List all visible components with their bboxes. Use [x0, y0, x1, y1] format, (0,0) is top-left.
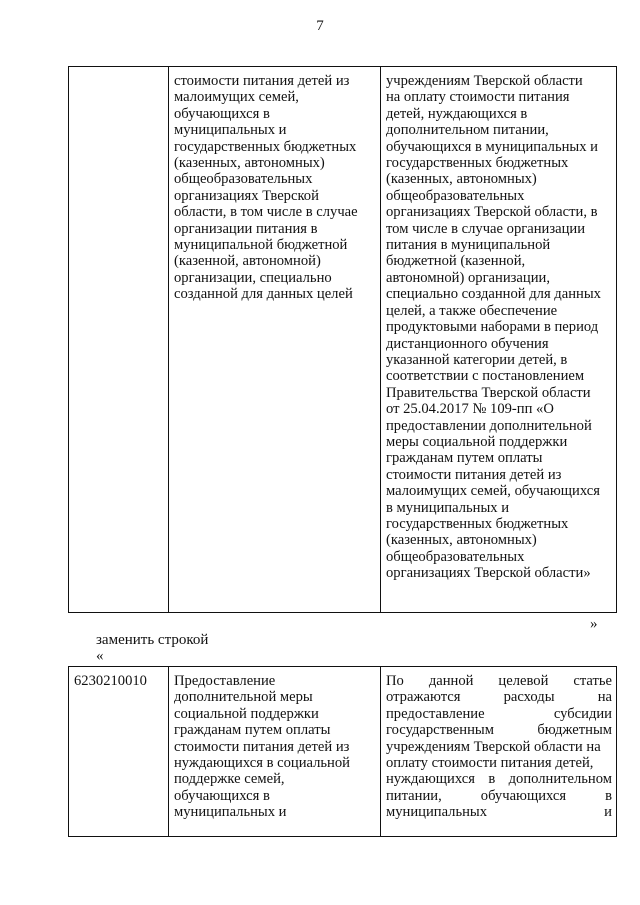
text-line: (казенных, автономных)	[386, 532, 537, 549]
text-line: меры социальной поддержки	[386, 433, 568, 450]
text-line: созданной для данных целей	[174, 286, 353, 303]
text-line: обучающихся в	[174, 787, 270, 804]
text-line: малоимущих семей,	[174, 89, 299, 106]
text-line: Правительства Тверской области	[386, 384, 591, 401]
replace-label: заменить строкой	[96, 632, 209, 648]
text-line: муниципальной бюджетной	[174, 237, 348, 254]
text-line: нуждающихся в социальной	[174, 755, 350, 772]
text-line: питания в муниципальной	[386, 237, 551, 254]
text-line: муниципальных и	[174, 804, 287, 821]
text-line: (казенной, автономной)	[174, 253, 321, 270]
description-text	[381, 67, 616, 582]
text-line: гражданам путем оплаты	[386, 450, 543, 467]
description-cell	[381, 67, 617, 613]
code-text: 6230210010	[74, 673, 147, 689]
text-line: от 25.04.2017 № 109-пп «О	[386, 401, 554, 418]
text-line: обучающихся в муниципальных и	[386, 138, 598, 155]
name-cell	[169, 667, 381, 837]
text-line: в муниципальных и	[386, 499, 510, 516]
text-line: гражданам путем оплаты	[174, 722, 331, 739]
text-line: поддержке семей,	[174, 771, 285, 788]
description-cell	[381, 667, 617, 837]
code-cell	[69, 67, 169, 613]
text-line: бюджетной (казенной,	[386, 253, 526, 270]
text-line: организации питания в	[174, 220, 318, 237]
text-line: дистанционного обучения	[386, 335, 549, 352]
text-line: По данной целевой статье	[386, 673, 612, 689]
text-line: государственных бюджетных	[174, 138, 357, 155]
text-line: стоимости питания детей из	[174, 738, 350, 755]
text-line: общеобразовательных	[174, 171, 313, 188]
text-line: обучающихся в	[174, 105, 270, 122]
text-line: указанной категории детей, в	[386, 351, 568, 368]
text-line: стоимости питания детей из	[386, 466, 562, 483]
text-line: организациях Тверской области, в	[386, 204, 598, 221]
continued-table	[68, 66, 617, 613]
text-line: том числе в случае организации	[386, 220, 586, 237]
code-text	[69, 67, 168, 73]
text-line: общеобразовательных	[386, 548, 525, 565]
text-line: питании, обучающихся в	[386, 787, 612, 804]
text-line: (казенных, автономных)	[174, 155, 325, 172]
name-text	[169, 67, 380, 303]
text-line: автономной) организации,	[386, 269, 550, 286]
text-line: отражаются расходы на	[386, 689, 612, 706]
text-line: соответствии с постановлением	[386, 368, 585, 385]
text-line: нуждающихся в дополнительном	[386, 771, 612, 788]
description-text	[381, 667, 616, 821]
text-line: малоимущих семей, обучающихся	[386, 483, 600, 500]
text-line: (казенных, автономных)	[386, 171, 537, 188]
text-line: организации, специально	[174, 269, 332, 286]
opening-quote: «	[96, 648, 104, 664]
table-row	[69, 667, 617, 837]
name-cell	[169, 67, 381, 613]
text-line: государственным бюджетным	[386, 722, 612, 739]
new-row-table	[68, 666, 617, 837]
text-line: организациях Тверской области»	[386, 565, 591, 582]
text-line: стоимости питания детей из	[174, 73, 350, 89]
text-line: муниципальных и	[386, 804, 612, 821]
table-row	[69, 67, 617, 613]
text-line: дополнительной меры	[174, 689, 313, 706]
text-line: оплату стоимости питания детей,	[386, 755, 594, 772]
name-text	[169, 667, 380, 821]
text-line: учреждениям Тверской области на	[386, 738, 601, 755]
text-line: дополнительном питании,	[386, 122, 549, 139]
text-line: государственных бюджетных	[386, 155, 569, 172]
code-cell	[69, 667, 169, 837]
text-line: целей, а также обеспечение	[386, 302, 558, 319]
closing-quote: »	[590, 616, 598, 632]
text-line: социальной поддержки	[174, 705, 319, 722]
text-line: общеобразовательных	[386, 187, 525, 204]
text-line: учреждениям Тверской области	[386, 73, 583, 89]
text-line: организациях Тверской	[174, 187, 319, 204]
text-line: продуктовыми наборами в период	[386, 319, 599, 336]
text-line: предоставлении дополнительной	[386, 417, 592, 434]
text-line: Предоставление	[174, 673, 276, 689]
text-line: государственных бюджетных	[386, 515, 569, 532]
text-line: муниципальных и	[174, 122, 287, 139]
text-line: предоставление субсидии	[386, 705, 612, 722]
text-line: области, в том числе в случае	[174, 204, 358, 221]
page-number: 7	[316, 18, 324, 34]
text-line: на оплату стоимости питания	[386, 89, 570, 106]
text-line: специально созданной для данных	[386, 286, 601, 303]
text-line: детей, нуждающихся в	[386, 105, 528, 122]
